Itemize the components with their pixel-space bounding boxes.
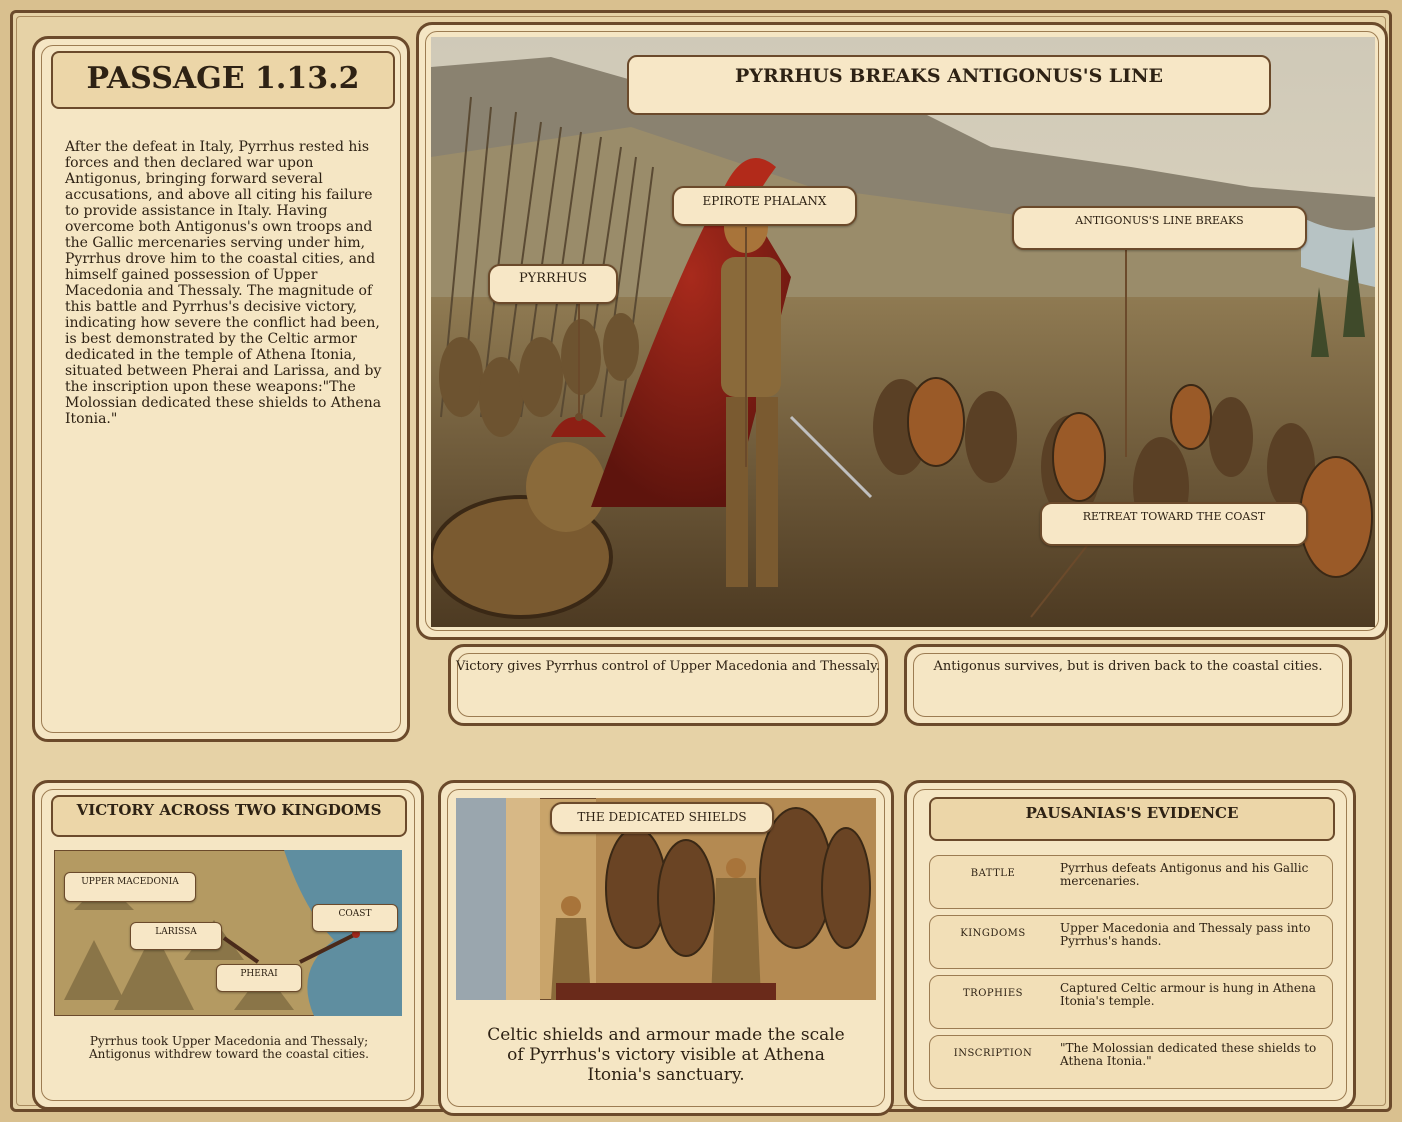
label-pyrrhus: PYRRHUS xyxy=(488,264,618,304)
evidence-row-kingdoms xyxy=(929,915,1333,969)
evidence-key: KINGDOMS xyxy=(960,928,1026,939)
evidence-row-inscription xyxy=(929,1035,1333,1089)
evidence-key: BATTLE xyxy=(970,868,1016,879)
evidence-value: Captured Celtic armour is hung in Athena Itonia's temple. xyxy=(1060,981,1316,1008)
evidence-title: PAUSANIAS'S EVIDENCE xyxy=(929,797,1335,841)
evidence-value: "The Molossian dedicated these shields to Athena Itonia." xyxy=(1060,1041,1317,1068)
shields-caption: Celtic shields and armour made the scale of Pyrrhus's victory visible at Athena Itonia's sanctuary. xyxy=(487,1025,845,1085)
battle-caption-right xyxy=(904,644,1352,726)
battle-caption-left-text: Victory gives Pyrrhus control of Upper Macedonia and Thessaly. xyxy=(455,659,881,674)
evidence-key: INSCRIPTION xyxy=(953,1048,1033,1059)
label-dedicated-shields: THE DEDICATED SHIELDS xyxy=(550,802,774,834)
map-caption: Pyrrhus took Upper Macedonia and Thessaly; Antigonus withdrew toward the coastal cities. xyxy=(88,1034,369,1061)
label-line-breaks: ANTIGONUS'S LINE BREAKS xyxy=(1012,206,1307,250)
map-label-coast: COAST xyxy=(312,904,398,932)
evidence-value: Upper Macedonia and Thessaly pass into Pyrrhus's hands. xyxy=(1060,921,1311,948)
evidence-value: Pyrrhus defeats Antigonus and his Gallic mercenaries. xyxy=(1060,861,1309,888)
battle-caption-right-text: Antigonus survives, but is driven back to the coastal cities. xyxy=(933,659,1323,674)
battle-caption-left xyxy=(448,644,888,726)
passage-title: PASSAGE 1.13.2 xyxy=(51,51,395,109)
evidence-key: TROPHIES xyxy=(963,988,1023,999)
evidence-card xyxy=(904,780,1356,1110)
map-label-larissa: LARISSA xyxy=(130,922,222,950)
evidence-row-battle xyxy=(929,855,1333,909)
map-label-pherai: PHERAI xyxy=(216,964,302,992)
label-retreat: RETREAT TOWARD THE COAST xyxy=(1040,502,1308,546)
battle-scene-title: PYRRHUS BREAKS ANTIGONUS'S LINE xyxy=(627,55,1271,115)
passage-card xyxy=(32,36,410,742)
label-epirote-phalanx: EPIROTE PHALANX xyxy=(672,186,857,226)
evidence-row-trophies xyxy=(929,975,1333,1029)
passage-text: After the defeat in Italy, Pyrrhus rested his forces and then declared war upon Antigonus, bringing forward several accusations, and above all citing his failure to provide assistance in Italy. Having overcome both Antigonus's own troops and the Gallic mercenaries serving under him, Pyrrhus drove him to the coastal cities, and himself gained possession of Upper Macedonia and Thessaly. The magnitude of this battle and Pyrrhus's decisive victory, indicating how severe the conflict had been, is best demonstrated by the Celtic armor dedicated in the temple of Athena Itonia, situated between Pherai and Larissa, and by the inscription upon these weapons:"The Molossian dedicated these shields to Athena Itonia." xyxy=(65,139,382,427)
map-title: VICTORY ACROSS TWO KINGDOMS xyxy=(51,795,407,837)
map-label-upper-macedonia: UPPER MACEDONIA xyxy=(64,872,196,902)
